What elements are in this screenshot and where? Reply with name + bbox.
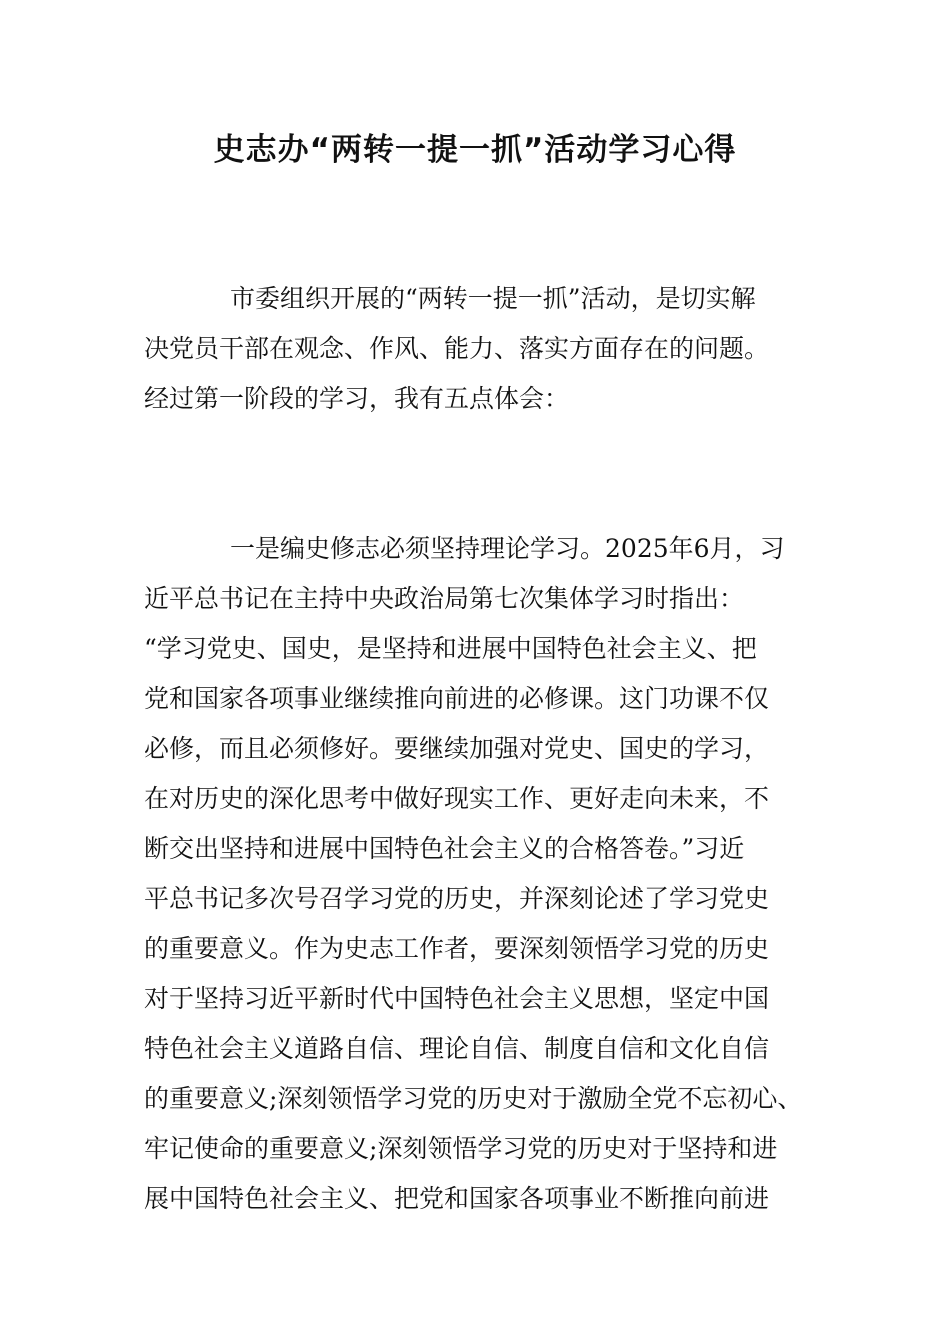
paragraph-line: 平总书记多次号召学习党的历史，并深刻论述了学习党史 [144,884,770,913]
paragraph-line: 断交出坚持和进展中国特色社会主义的合格答卷。”习近 [144,834,745,863]
paragraph-line: 在对历史的深化思考中做好现实工作、更好走向未来，不 [144,784,770,813]
point-one-paragraph [144,524,814,1224]
paragraph-line: 市委组织开展的“两转一提一抓”活动，是切实解 [230,284,756,313]
intro-paragraph [144,274,814,424]
paragraph-line: 近平总书记在主持中央政治局第七次集体学习时指出： [144,584,745,613]
paragraph-line: 一是编史修志必须坚持理论学习。2025年6月，习 [230,534,785,563]
paragraph-line: 的重要意义。作为史志工作者，要深刻领悟学习党的历史 [144,934,770,963]
paragraph-line: 党和国家各项事业继续推向前进的必修课。这门功课不仅 [144,684,770,713]
paragraph-line: 必修，而且必须修好。要继续加强对党史、国史的学习， [144,734,770,763]
paragraph-line: 经过第一阶段的学习，我有五点体会： [144,384,570,413]
paragraph-line: 特色社会主义道路自信、理论自信、制度自信和文化自信 [144,1034,770,1063]
paragraph-line: 决党员干部在观念、作风、能力、落实方面存在的问题。 [144,334,770,363]
paragraph-line: 的重要意义;深刻领悟学习党的历史对于激励全党不忘初心、 [144,1084,803,1113]
paragraph-line: “学习党史、国史，是坚持和进展中国特色社会主义、把 [144,634,757,663]
paragraph-line: 对于坚持习近平新时代中国特色社会主义思想，坚定中国 [144,984,770,1013]
paragraph-line: 展中国特色社会主义、把党和国家各项事业不断推向前进 [144,1184,770,1213]
document-title: 史志办“两转一提一抓”活动学习心得 [213,132,737,168]
paragraph-line: 牢记使命的重要意义;深刻领悟学习党的历史对于坚持和进 [144,1134,778,1163]
